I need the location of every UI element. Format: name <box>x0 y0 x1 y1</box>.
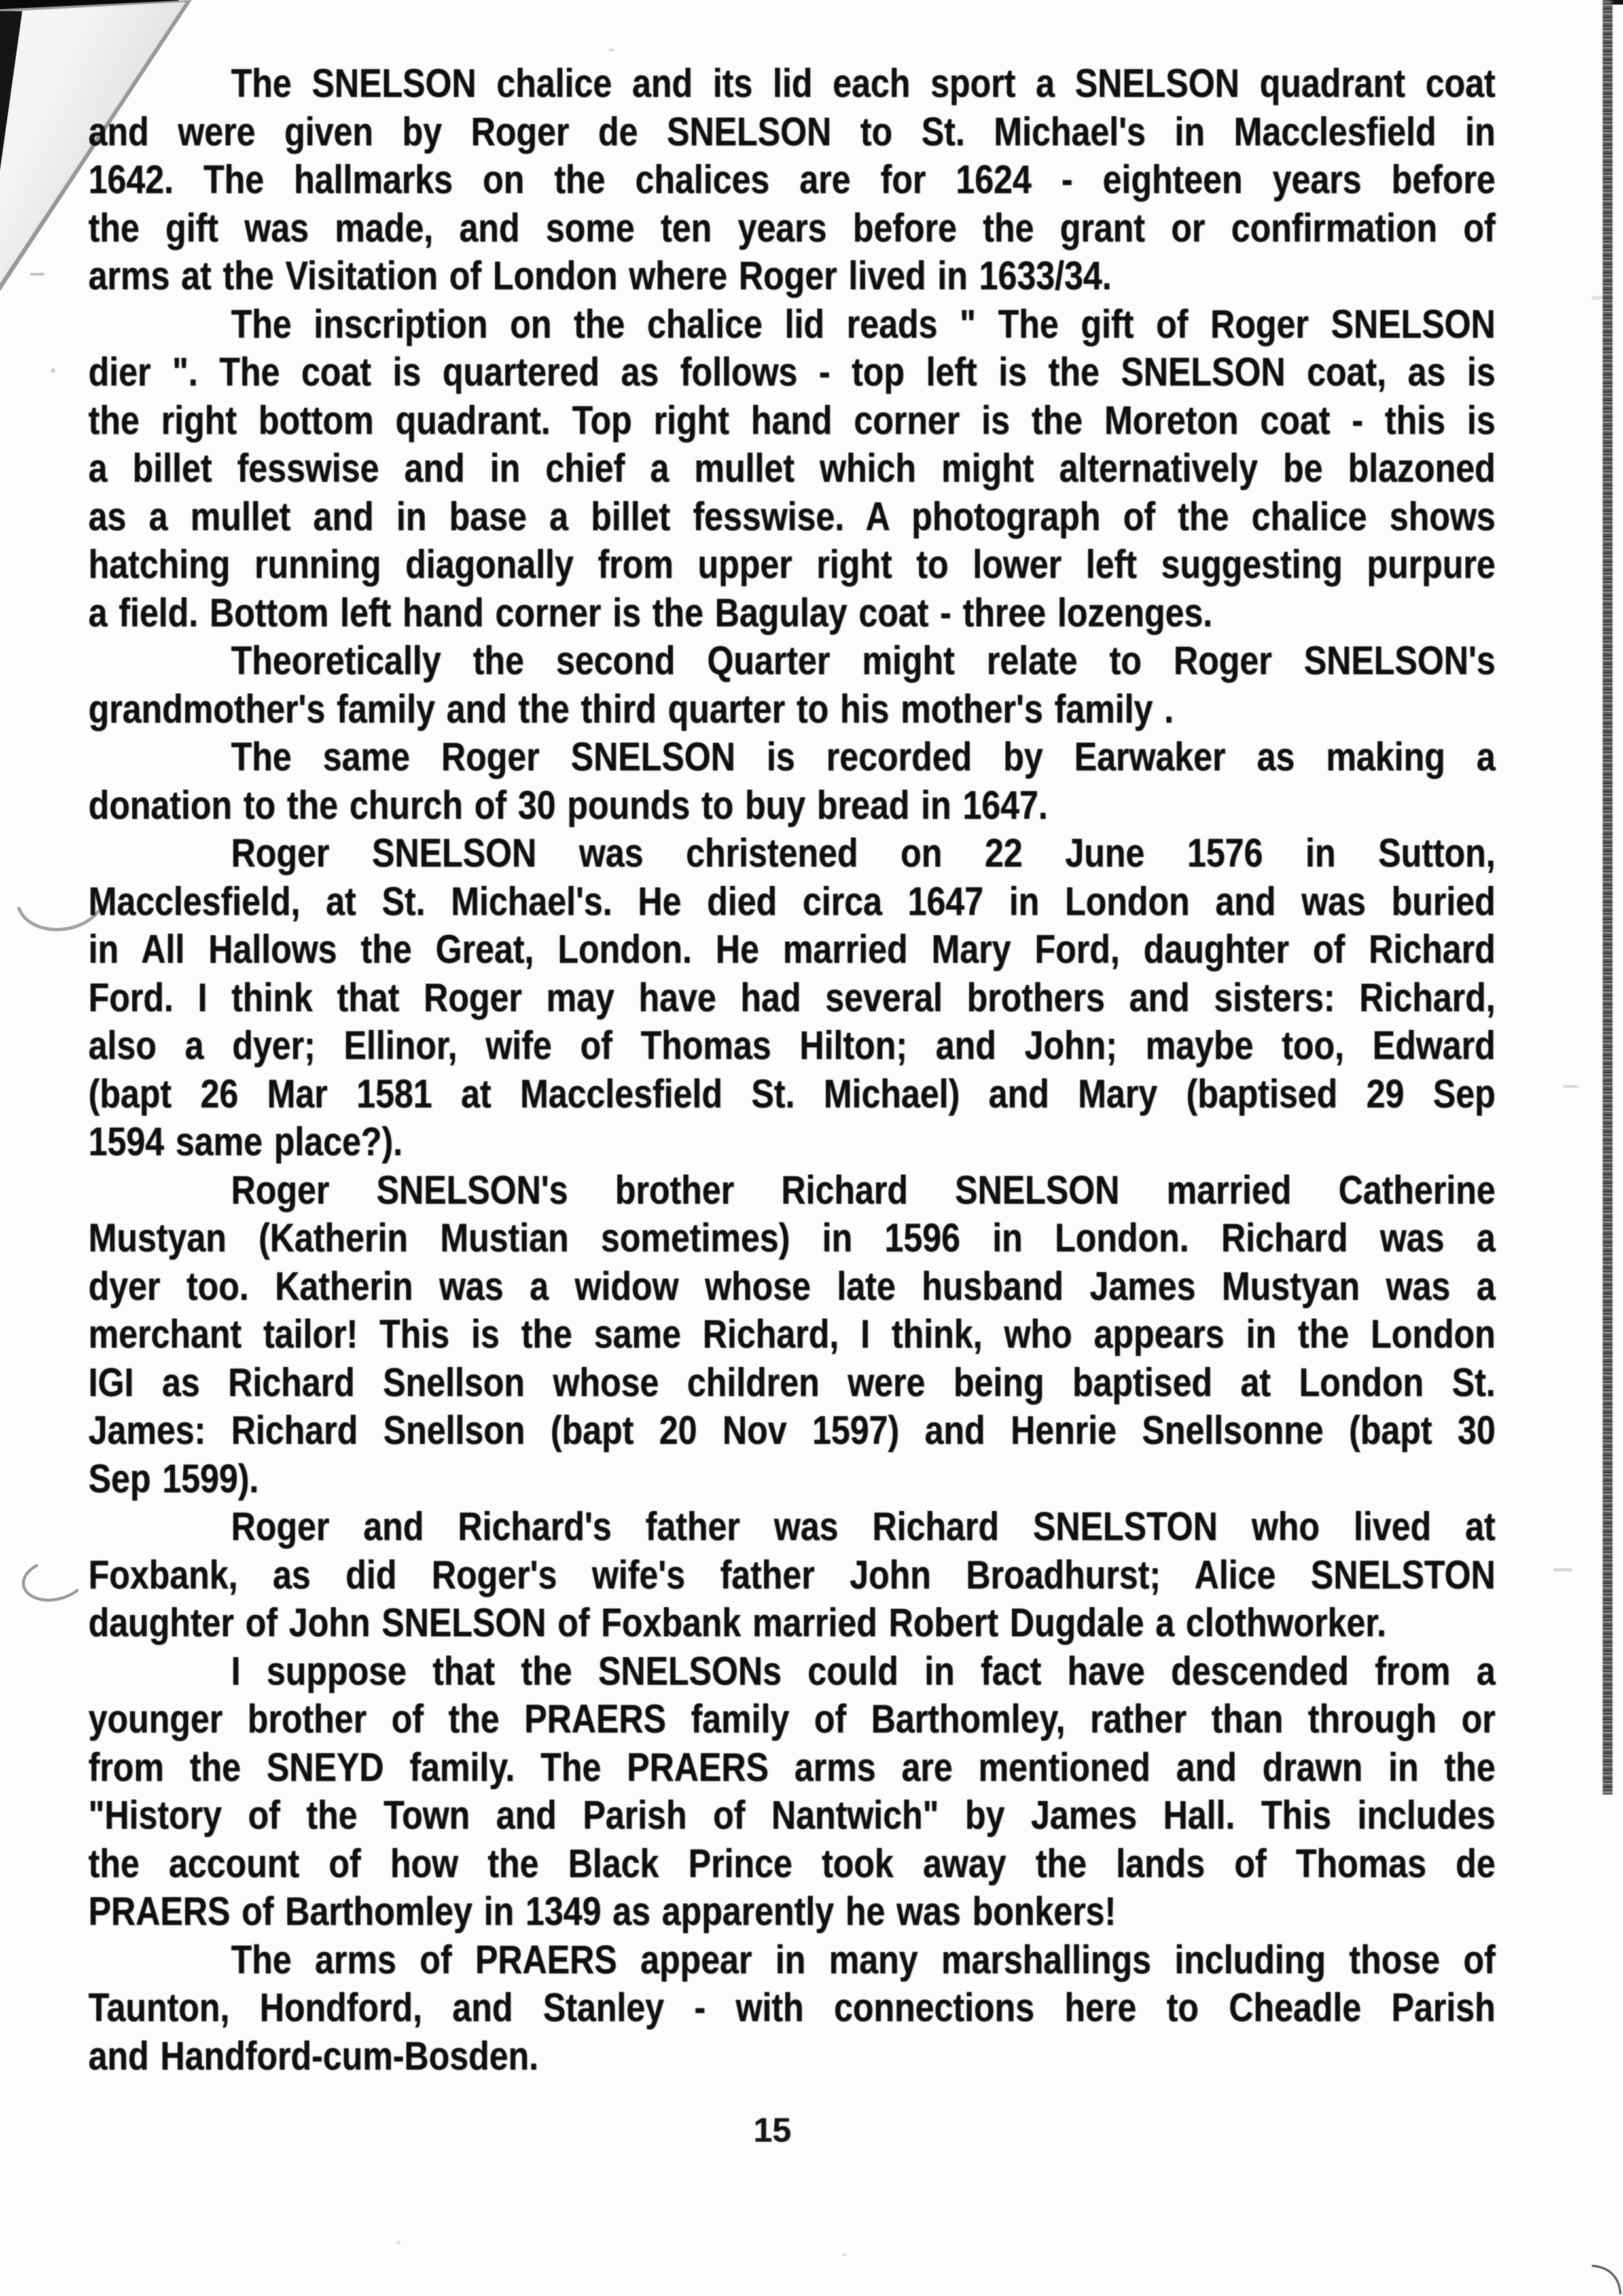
text-line: in All Hallows the Great, London. He married Mary Ford, daughter of Richard <box>88 927 1495 973</box>
text-line: grandmother's family and the third quarter to his mother's family . <box>88 687 1174 732</box>
paragraph <box>88 301 1495 638</box>
scan-speck <box>1554 1568 1572 1571</box>
text-line: Mustyan (Katherin Mustian sometimes) in 1596 in London. Richard was a <box>88 1215 1495 1261</box>
text-line: The same Roger SNELSON is recorded by Earwaker as making a <box>231 734 1495 780</box>
text-line: (bapt 26 Mar 1581 at Macclesfield St. Michael) and Mary (baptised 29 Sep <box>88 1071 1495 1117</box>
scan-speck <box>842 2253 847 2256</box>
scan-speck <box>1592 296 1611 300</box>
text-line: PRAERS of Barthomley in 1349 as apparently he was bonkers! <box>88 1889 1116 1935</box>
paragraph <box>88 60 1495 301</box>
text-line: 1642. The hallmarks on the chalices are for 1624 - eighteen years before <box>88 157 1495 203</box>
text-line: Roger SNELSON was christened on 22 June 1576 in Sutton, <box>231 831 1495 876</box>
text-line: IGI as Richard Snellson whose children were being baptised at London St. <box>88 1360 1495 1405</box>
scan-hook-bottom-right <box>1590 2262 1623 2296</box>
body-text <box>88 60 1495 2081</box>
paragraph <box>88 1648 1495 1937</box>
scan-speck <box>609 48 614 52</box>
scan-speck <box>397 2241 401 2244</box>
text-line: dier ". The coat is quartered as follows - top left is the SNELSON coat, as is <box>88 350 1495 395</box>
text-line: arms at the Visitation of London where Roger lived in 1633/34. <box>88 253 1112 299</box>
text-line: The inscription on the chalice lid reads " The gift of Roger SNELSON <box>231 302 1495 347</box>
text-line: Roger and Richard's father was Richard SNELSTON who lived at <box>231 1504 1495 1550</box>
text-line: Theoretically the second Quarter might relate to Roger SNELSON's <box>231 638 1495 684</box>
text-line: the account of how the Black Prince took away the lands of Thomas de <box>88 1841 1495 1886</box>
text-line: James: Richard Snellson (bapt 20 Nov 1597) and Henrie Snellsonne (bapt 30 <box>88 1408 1495 1454</box>
paragraph <box>88 734 1495 830</box>
text-line: daughter of John SNELSON of Foxbank married Robert Dugdale a clothworker. <box>88 1600 1387 1646</box>
text-line: younger brother of the PRAERS family of Barthomley, rather than through or <box>88 1696 1495 1742</box>
text-line: Ford. I think that Roger may have had several brothers and sisters: Richard, <box>88 975 1495 1020</box>
pen-swoosh-left-lower <box>14 1563 83 1605</box>
text-line: a field. Bottom left hand corner is the Bagulay coat - three lozenges. <box>88 590 1213 636</box>
scan-speck <box>51 368 55 372</box>
paragraph <box>88 637 1495 734</box>
text-line: dyer too. Katherin was a widow whose late husband James Mustyan was a <box>88 1264 1495 1309</box>
text-line: The SNELSON chalice and its lid each sport a SNELSON quadrant coat <box>231 61 1495 107</box>
text-line: the right bottom quadrant. Top right hand corner is the Moreton coat - this is <box>88 398 1495 443</box>
text-line: and Handford-cum-Bosden. <box>88 2034 539 2079</box>
text-line: and were given by Roger de SNELSON to St. Michael's in Macclesfield in <box>88 109 1495 154</box>
text-line: hatching running diagonally from upper right to lower left suggesting purpure <box>88 542 1495 588</box>
paragraph <box>88 1167 1495 1504</box>
text-line: the gift was made, and some ten years before the grant or confirmation of <box>88 206 1495 251</box>
text-line: also a dyer; Ellinor, wife of Thomas Hilton; and John; maybe too, Edward <box>88 1023 1495 1069</box>
text-line: from the SNEYD family. The PRAERS arms are mentioned and drawn in the <box>88 1745 1495 1790</box>
text-line: Sep 1599). <box>88 1456 259 1501</box>
text-line: "History of the Town and Parish of Nantwich" by James Hall. This includes <box>88 1793 1495 1839</box>
text-line: Foxbank, as did Roger's wife's father John Broadhurst; Alice SNELSTON <box>88 1552 1495 1598</box>
scan-speck <box>30 273 45 276</box>
text-line: as a mullet and in base a billet fesswise. A photograph of the chalice shows <box>88 494 1495 539</box>
text-line: Taunton, Hondford, and Stanley - with connections here to Cheadle Parish <box>88 1985 1495 2031</box>
text-line: a billet fesswise and in chief a mullet which might alternatively be blazoned <box>88 446 1495 492</box>
page-number: 15 <box>753 2111 791 2149</box>
text-line: donation to the church of 30 pounds to buy bread in 1647. <box>88 783 1048 828</box>
scan-edge-stripe <box>1603 0 1613 1795</box>
text-line: Roger SNELSON's brother Richard SNELSON married Catherine <box>231 1168 1495 1213</box>
paragraph <box>88 830 1495 1167</box>
text-line: Macclesfield, at St. Michael's. He died circa 1647 in London and was buried <box>88 879 1495 924</box>
text-line: 1594 same place?). <box>88 1119 403 1165</box>
paragraph <box>88 1503 1495 1648</box>
text-line: merchant tailor! This is the same Richard, I think, who appears in the London <box>88 1312 1495 1357</box>
text-line: The arms of PRAERS appear in many marshallings including those of <box>231 1937 1495 1982</box>
scan-speck <box>1563 1085 1578 1088</box>
paragraph <box>88 1937 1495 2081</box>
text-line: I suppose that the SNELSONs could in fact have descended from a <box>231 1649 1495 1694</box>
